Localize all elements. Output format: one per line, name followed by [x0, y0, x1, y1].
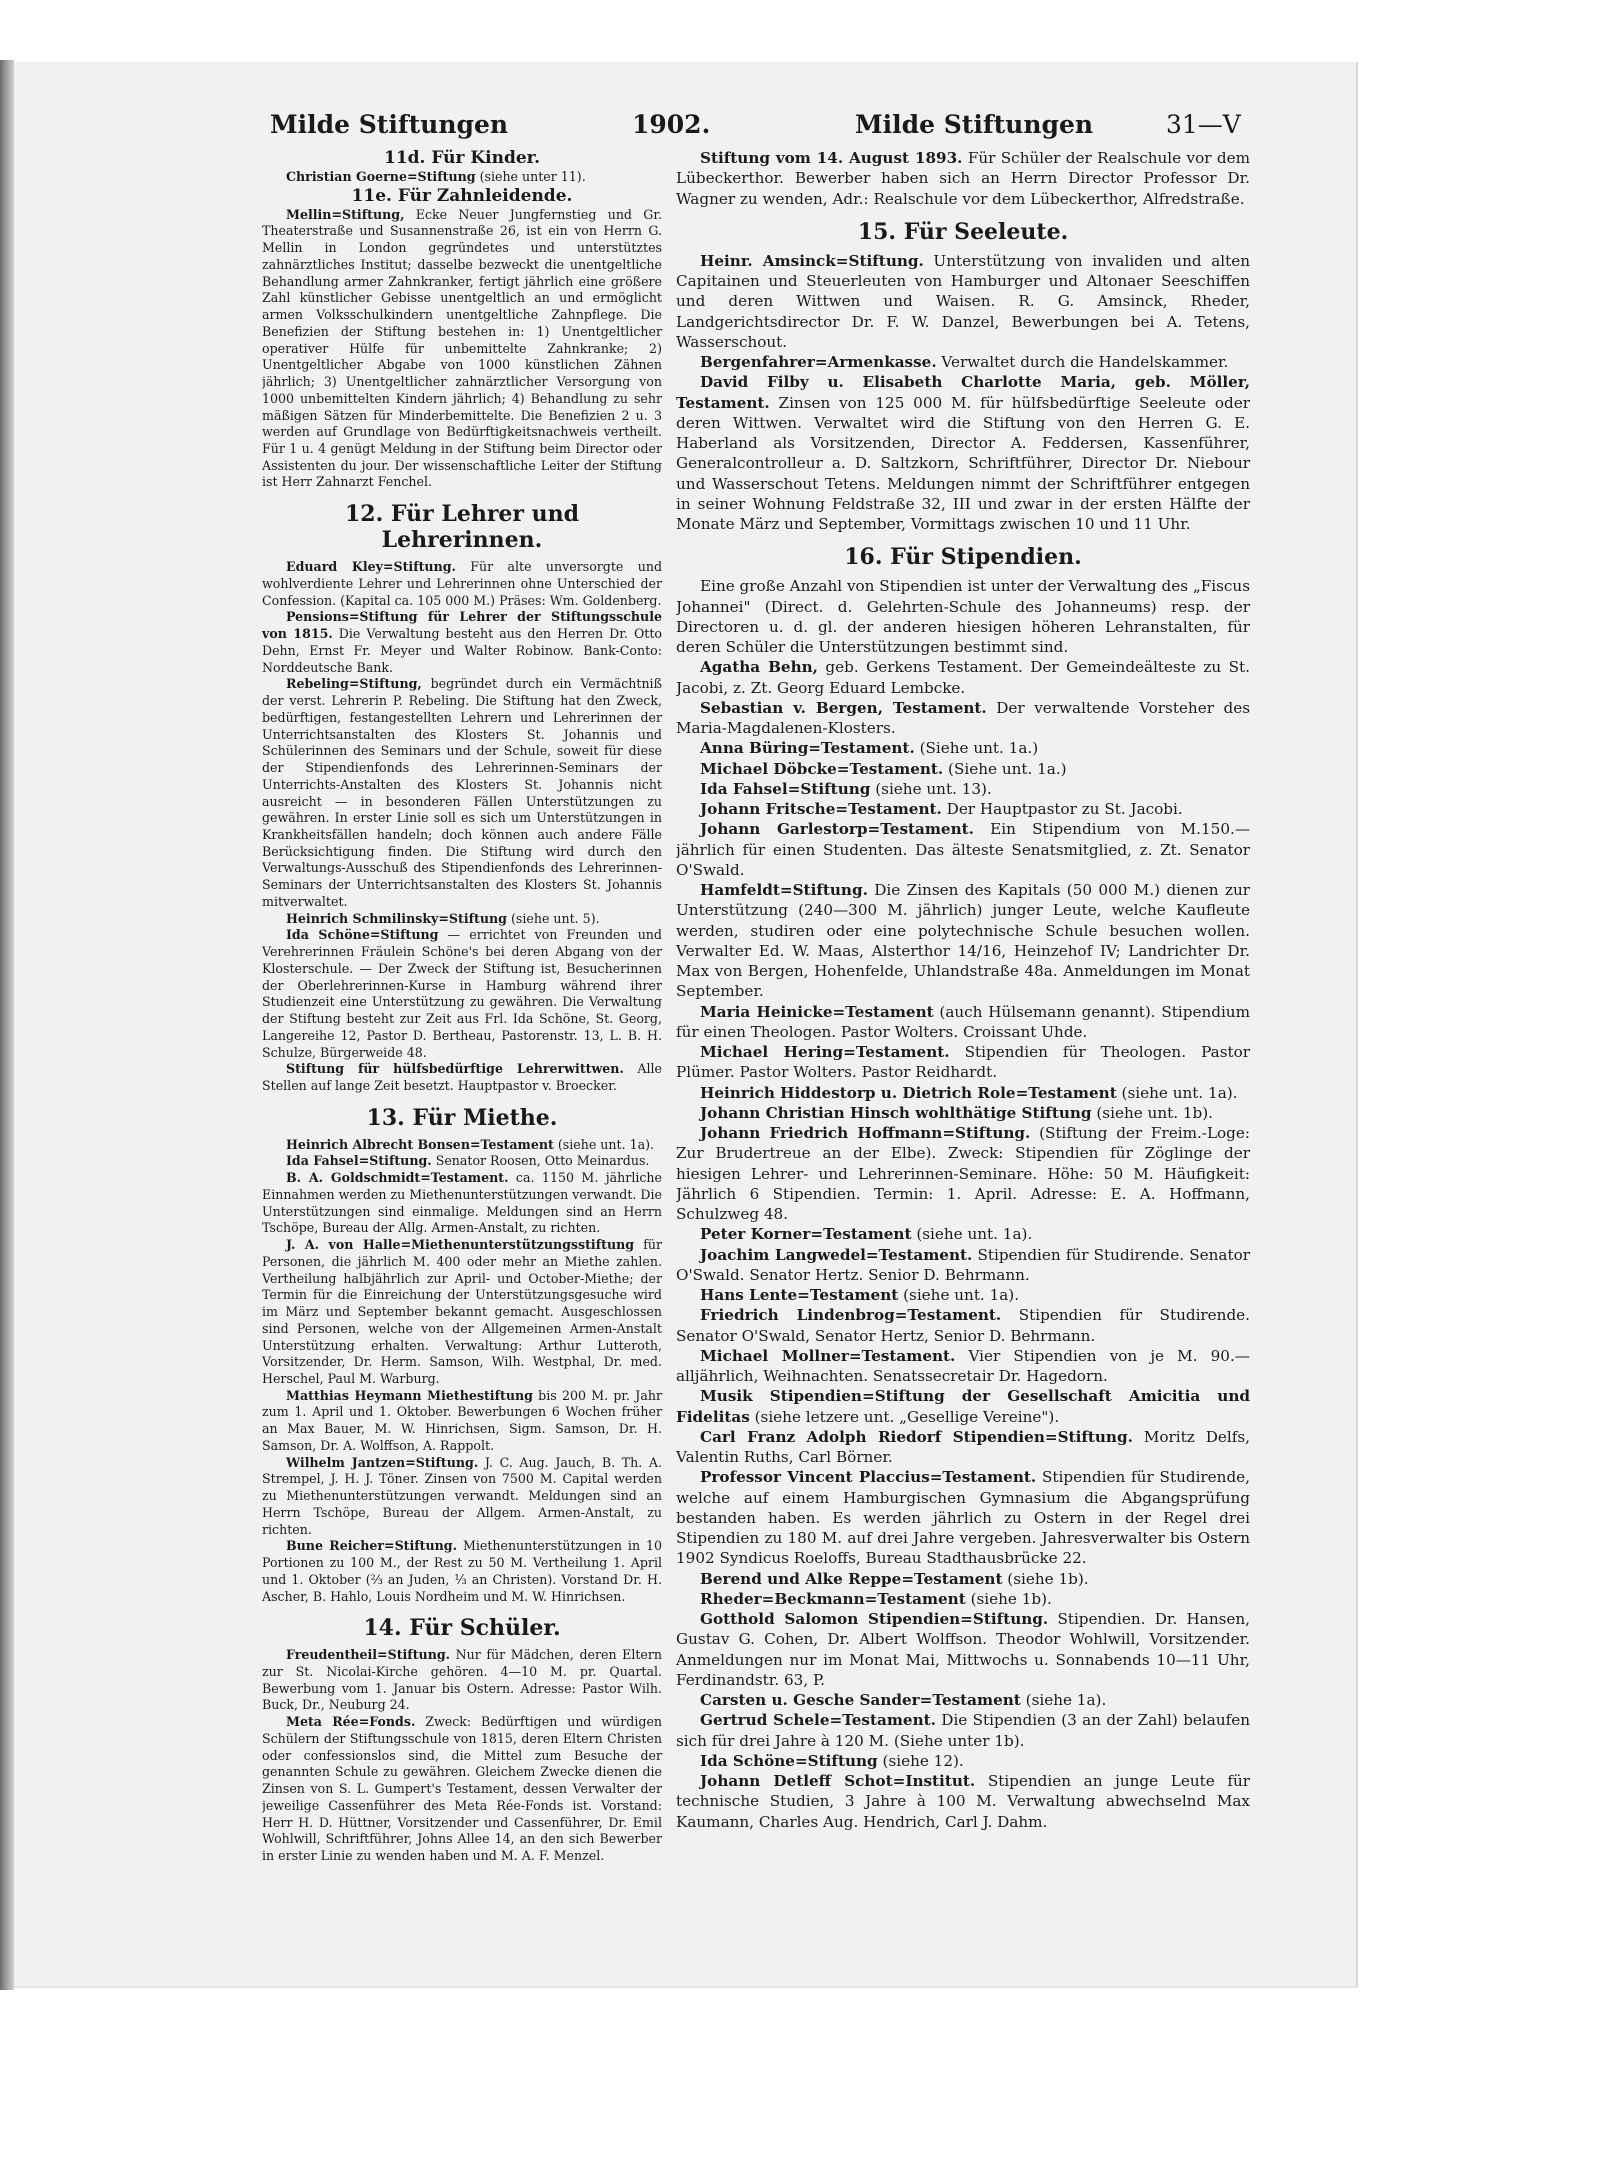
entry-text: (Stiftung der Freim.-Loge: Zur Brudertreue an der Elbe). Zweck: Stipendien für Zöglinge der hiesigen Lehrer- und Lehrerinnen-Seminare. Höhe: 50 M. Häufigkeit: Jährlich 6 Stipendien. Termin: 1. April. Adresse: E. A. Hoffmann, Schulzweg 48. — [676, 1124, 1250, 1223]
entry-name: Heinrich Schmilinsky=Stiftung — [286, 910, 507, 926]
entry-name: Friedrich Lindenbrog=Testament. — [700, 1306, 1002, 1325]
entry-name: Ida Schöne=Stiftung — [286, 927, 439, 943]
entry-text: (siehe letzere unt. „Gesellige Vereine"). — [749, 1407, 1060, 1426]
entry — [676, 1690, 1250, 1710]
entry — [676, 698, 1250, 739]
entry — [676, 1589, 1250, 1609]
right-column — [676, 148, 1250, 1908]
entry — [262, 1647, 662, 1714]
section-heading-13: 13. Für Miethe. — [366, 1104, 558, 1131]
page-header — [262, 110, 1248, 150]
entry — [676, 1305, 1250, 1346]
entry — [262, 1714, 662, 1865]
entry — [676, 1710, 1250, 1751]
entry-text: (Siehe unt. 1a.) — [914, 739, 1039, 758]
entry — [676, 799, 1250, 819]
entry-text: Die Stipendien (3 an der Zahl) belaufen sich für drei Jahre à 120 M. (Siehe unter 1b). — [676, 1711, 1250, 1750]
entry-text: Zinsen von 125 000 M. für hülfsbedürftige Seeleute oder deren Wittwen. Verwaltet wird die Stiftung von den Herren G. E. Haberland als Vorsitzenden, Director A. Feddersen, Kassenführer, Generalcontrolleur a. D. Saltzkorn, Schriftführer, Director Dr. Niebour und Wasserschout Tetens. Meldungen nimmt der Schriftführer entgegen in seiner Wohnung Feldstraße 32, III und zwar in der ersten Hälfte der Monate März und September, Vormittags zwischen 10 und 11 Uhr. — [676, 393, 1250, 533]
entry-name: Ida Fahsel=Stiftung — [700, 779, 871, 798]
entry — [676, 1569, 1250, 1589]
entry — [676, 1103, 1250, 1123]
entry-name: Sebastian v. Bergen, Testament. — [700, 698, 987, 717]
section-heading-15: 15. Für Seeleute. — [857, 218, 1069, 245]
entry — [262, 1137, 662, 1154]
entry-text: Der Hauptpastor zu St. Jacobi. — [941, 800, 1183, 818]
entry — [676, 1224, 1250, 1244]
entry-name: Johann Fritsche=Testament. — [700, 800, 942, 818]
entry-text: Stipendien. Dr. Hansen, Gustav G. Cohen, Dr. Albert Wolffson. Theodor Wohlwill, Vorsitzender. Anmeldungen nur im Monat Mai, Mittwochs u. Sonnabends 10—11 Uhr, Ferdinandstr. 63, P. — [676, 1610, 1250, 1689]
entry-text: Stipendien an junge Leute für technische Studien, 3 Jahre à 100 M. Verwaltung abwechselnd Max Kaumann, Charles Aug. Hendrich, Carl J. Dahm. — [676, 1772, 1250, 1831]
entry — [262, 1388, 662, 1455]
entry-name: Johann Garlestorp=Testament. — [700, 820, 974, 839]
entry-name: Gertrud Schele=Testament. — [700, 1711, 936, 1730]
entry-name: Freudentheil=Stiftung. — [286, 1647, 451, 1663]
entry — [676, 657, 1250, 698]
entry — [262, 927, 662, 1061]
entry — [676, 1083, 1250, 1103]
entry-text: Zweck: Bedürftigen und würdigen Schülern der Stiftungsschule von 1815, deren Eltern Christen oder confessionslos sind, die Mittel zum Besuche der genannten Schule zu gewähren. Gleichem Zwecke dienen die Zinsen von S. L. Gumpert's Testament, dessen Verwalter der jeweilige Cassenführer des Meta Rée-Fonds ist. Vorstand: Herr H. D. Hüttner, Vorsitzender und Cassenführer, Dr. Emil Wohlwill, Schriftführer, Johns Allee 14, an den sich Bewerber in erster Linie zu wenden haben und M. A. F. Menzel. — [262, 1714, 662, 1864]
entry-text: bis 200 M. pr. Jahr zum 1. April und 1. Oktober. Bewerbungen 6 Wochen früher an Max Bauer, M. W. Hinrichsen, Sigm. Samson, Dr. H. Samson, Dr. A. Wolffson, A. Rappolt. — [262, 1387, 662, 1453]
entry-text: Unterstützung von invaliden und alten Capitainen und Steuerleuten von Hamburger und Altonaer Seeschiffen und deren Wittwen und Waisen. R. G. Amsinck, Rheder, Landgerichtsdirector Dr. F. W. Danzel, Bewerbungen bei A. Tetens, Wasserschout. — [676, 251, 1250, 351]
scan-edge — [0, 60, 14, 1990]
entry-name: Heinrich Hiddestorp u. Dietrich Role=Testament — [700, 1083, 1117, 1102]
entry — [676, 148, 1250, 209]
entry-name: Professor Vincent Placcius=Testament. — [700, 1468, 1037, 1487]
entry — [676, 738, 1250, 758]
entry — [262, 207, 662, 491]
entry-name: Matthias Heymann Miethestiftung — [286, 1387, 533, 1403]
entry-name: Anna Büring=Testament. — [700, 739, 915, 758]
section-heading-11e: 11e. Für Zahnleidende. — [351, 185, 573, 206]
entry — [676, 759, 1250, 779]
entry-text: Miethenunterstützungen in 10 Portionen zu 100 M., der Rest zu 50 M. Vertheilung 1. April und 1. Oktober (⅔ an Juden, ⅓ an Christen). Vorstand Dr. H. Ascher, B. Hahlo, Louis Nordheim und M. W. Hinrichsen. — [262, 1538, 662, 1604]
entry — [262, 911, 662, 928]
entry-name: Carsten u. Gesche Sander=Testament — [700, 1691, 1021, 1709]
entry-text: geb. Gerkens Testament. Der Gemeindeälteste zu St. Jacobi, z. Zt. Georg Eduard Lembcke. — [676, 658, 1250, 697]
entry — [676, 1386, 1250, 1427]
entry-text: (siehe unt. 1a). — [553, 1136, 655, 1152]
entry-name: Rebeling=Stiftung, — [286, 676, 422, 692]
entry-text: Stipendien für Studirende. Senator O'Swald. Senator Hertz. Senior D. Behrmann. — [676, 1245, 1250, 1284]
entry-name: Ida Fahsel=Stiftung. — [286, 1153, 432, 1169]
entry-name: Eduard Kley=Stiftung. — [286, 559, 456, 575]
entry-text: (siehe 12). — [877, 1751, 964, 1770]
entry — [676, 880, 1250, 1002]
entry — [262, 1153, 662, 1170]
entry-intro: Eine große Anzahl von Stipendien ist unter der Verwaltung des „Fiscus Johannei" (Direct. d. Gelehrten-Schule des Johanneums) resp. der Directoren u. d. gl. der anderen hiesigen höheren Lehranstalten, für deren Schüler die Unterstützungen bestimmt sind. — [676, 577, 1250, 656]
entry-name: Michael Döbcke=Testament. — [700, 759, 944, 778]
entry — [262, 1237, 662, 1388]
entry — [676, 352, 1250, 372]
entry-name: Michael Mollner=Testament. — [700, 1346, 956, 1365]
entry — [676, 1467, 1250, 1568]
entry — [262, 1061, 662, 1094]
entry-text: (siehe unter 11). — [475, 169, 586, 184]
entry-name: Michael Hering=Testament. — [700, 1043, 950, 1061]
entry-name: Ida Schöne=Stiftung — [700, 1751, 878, 1770]
entry-text: Senator Roosen, Otto Meinardus. — [431, 1153, 650, 1169]
entry-name: Musik Stipendien=Stiftung der Gesellschaft Amicitia und Fidelitas — [676, 1387, 1250, 1426]
header-page-number: 31—V — [1166, 110, 1241, 139]
entry-name: Berend und Alke Reppe=Testament — [700, 1569, 1003, 1588]
left-column — [262, 148, 662, 1908]
entry-text: (Siehe unt. 1a.) — [943, 759, 1067, 778]
entry-text: (siehe 1a). — [1020, 1691, 1107, 1709]
section-heading-14: 14. Für Schüler. — [363, 1615, 561, 1642]
entry-text: Verwaltet durch die Handelskammer. — [936, 353, 1229, 371]
header-year: 1902. — [632, 110, 711, 139]
entry-text: (siehe 1b). — [965, 1589, 1052, 1608]
entry-text: begründet durch ein Vermächtniß der verst. Lehrerin P. Rebeling. Die Stiftung hat den Zweck, bedürftigen, festangestellten Lehrern und Lehrerinnen der Unterrichtsanstalten des Klosters St. Johannis und Schülerinnen des Seminars und der Schule, soweit für diese der Stipendienfonds des Lehrerinnen-Seminars der Unterrichts-Anstalten des Klosters St. Johannis nicht ausreicht — in besonderen Fällen Unterstützungen zu gewähren. In erster Linie soll es sich um Unterstützungen in Krankheitsfällen handeln; doch können auch andere Fälle Berücksichtigung finden. Die Stiftung wird durch den Verwaltungs-Ausschuß des Stipendienfonds des Lehrerinnen-Seminars der Unterrichtsanstalten des Klosters St. Johannis mitverwaltet. — [262, 676, 662, 909]
entry-name: Gotthold Salomon Stipendien=Stiftung. — [700, 1610, 1049, 1628]
entry — [676, 1346, 1250, 1387]
entry — [676, 1042, 1250, 1083]
entry-name: Maria Heinicke=Testament — [700, 1002, 934, 1021]
entry-text: Moritz Delfs, Valentin Ruths, Carl Börner. — [676, 1427, 1250, 1466]
section-heading-12: 12. Für Lehrer und Lehrerinnen. — [344, 501, 580, 554]
entry-name: David Filby u. Elisabeth Charlotte Maria, geb. Möller, Testament. — [676, 373, 1250, 412]
entry — [676, 1771, 1250, 1832]
entry — [676, 1123, 1250, 1224]
entry-name: Joachim Langwedel=Testament. — [700, 1245, 973, 1264]
entry-name: Pensions=Stiftung für Lehrer der Stiftungsschule von 1815. — [262, 609, 662, 642]
entry-name: Rheder=Beckmann=Testament — [700, 1589, 966, 1608]
entry-text: Stipendien für Studirende, welche auf einem Hamburgischen Gymnasium die Abgangsprüfung bestanden haben. Es werden jährlich zu Ostern in der Regel drei Stipendien zu 180 M. auf drei Jahre vergeben. Jahresverwalter bis Ostern 1902 Syndicus Roeloffs, Bureau Stadthausbrücke 22. — [676, 1468, 1250, 1568]
entry-name: Wilhelm Jantzen=Stiftung. — [286, 1454, 479, 1470]
entry-text: — errichtet von Freunden und Verehrerinnen Fräulein Schöne's bei deren Abgang von der Klosterschule. — Der Zweck der Stiftung ist, Besucherinnen der Oberlehrerinnen-Kurse in Hamburg während ihrer Studienzeit eine Unterstützung zu gewähren. Die Verwaltung der Stiftung besteht zur Zeit aus Frl. Ida Schöne, St. Georg, Langereihe 12, Pastor D. Bertheau, Pastorenstr. 13, L. B. H. Schulze, Bürgerweide 48. — [262, 927, 662, 1060]
entry — [262, 1538, 662, 1605]
section-heading-11d: 11d. Für Kinder. — [384, 148, 540, 168]
entry — [262, 676, 662, 910]
section-heading-16: 16. Für Stipendien. — [844, 544, 1082, 571]
entry-name: Peter Korner=Testament — [700, 1225, 912, 1244]
entry-text: Stipendien für Theologen. Pastor Plümer. Pastor Wolters. Pastor Reidhardt. — [676, 1043, 1250, 1082]
entry-text: (siehe 1b). — [1002, 1569, 1089, 1588]
header-title-left: Milde Stiftungen — [270, 110, 509, 139]
entry-text: Vier Stipendien von je M. 90.— alljährlich, Weihnachten. Senatssecretair Dr. Hagedorn. — [676, 1346, 1250, 1385]
entry-name: J. A. von Halle=Miethenunterstützungsstiftung — [286, 1237, 635, 1253]
entry-text: Für alte unversorgte und wohlverdiente Lehrer und Lehrerinnen ohne Unterschied der Confession. (Kapital ca. 105 000 M.) Präses: Wm. Goldenberg. — [262, 559, 662, 608]
entry-text: Ecke Neuer Jungfernstieg und Gr. Theaterstraße und Susannenstraße 26, ist ein von Herrn G. Mellin in London gegründetes und unterstütztes zahnärztliches Institut; dasselbe bezweckt die unentgeltliche Behandlung armer Zahnkranker, fertigt jährlich eine größere Zahl künstlicher Gebisse unentgeltlich an und ermöglicht armen Volksschulkindern unentgeltliche Zahnpflege. Die Benefizien der Stiftung bestehen in: 1) Unentgeltlicher operativer Hülfe für unbemittelte Zahnkranke; 2) Unentgeltlicher Abgabe von 1000 künstlichen Zähnen jährlich; 3) Unentgeltlicher zahnärztlicher Versorgung von 1000 unbemittelten Kindern jährlich; 4) Behandlung zu sehr mäßigen Sätzen für Minderbemittelte. Die Benefizien 2 u. 3 werden auf Grundlage von Bedürftigkeitsnachweis vertheilt. Für 1 u. 4 genügt Meldung in der Stiftung beim Director oder Assistenten du jour. Der wissenschaftliche Leiter der Stiftung ist Herr Zahnarzt Fenchel. — [262, 206, 662, 490]
entry-name: Stiftung vom 14. August 1893. — [700, 149, 963, 167]
entry — [676, 372, 1250, 534]
entry — [676, 1002, 1250, 1043]
entry — [262, 1455, 662, 1539]
entry-text: (siehe unt. 1a). — [911, 1225, 1033, 1244]
entry — [676, 779, 1250, 799]
entry-text: (siehe unt. 1a). — [1116, 1083, 1238, 1102]
entry-name: Carl Franz Adolph Riedorf Stipendien=Stiftung. — [700, 1427, 1133, 1446]
entry-text: (siehe unt. 5). — [506, 910, 600, 926]
entry — [262, 169, 662, 186]
entry-text: Nur für Mädchen, deren Eltern zur St. Nicolai-Kirche gehören. 4—10 M. pr. Quartal. Bewerbung vom 1. Januar bis Ostern. Adresse: Pastor Wilh. Buck, Dr., Neuburg 24. — [262, 1647, 662, 1713]
entry-name: Bune Reicher=Stiftung. — [286, 1538, 458, 1554]
entry — [676, 1245, 1250, 1286]
entry-name: Heinrich Albrecht Bonsen=Testament — [286, 1136, 554, 1152]
entry-text: ca. 1150 M. jährliche Einnahmen werden zu Miethenunterstützungen verwandt. Die Unterstützungen sind einmalige. Meldungen sind an Herrn Tschöpe, Bureau der Allg. Armen-Anstalt, zu richten. — [262, 1170, 662, 1236]
entry-name: Johann Friedrich Hoffmann=Stiftung. — [700, 1124, 1031, 1142]
entry-text: Die Verwaltung besteht aus den Herren Dr. Otto Dehn, Ernst Fr. Meyer und Walter Robinow. Bank-Conto: Norddeutsche Bank. — [262, 626, 662, 675]
entry-text: Der verwaltende Vorsteher des Maria-Magdalenen-Klosters. — [676, 698, 1250, 737]
entry-text: (siehe unt. 1a). — [898, 1286, 1020, 1304]
entry — [676, 1751, 1250, 1771]
entry — [262, 559, 662, 609]
entry-name: Johann Christian Hinsch wohlthätige Stiftung — [700, 1103, 1092, 1122]
entry-name: Heinr. Amsinck=Stiftung. — [700, 251, 924, 270]
entry-name: Stiftung für hülfsbedürftige Lehrerwittwen. — [286, 1061, 624, 1077]
entry — [676, 1427, 1250, 1468]
entry-text: J. C. Aug. Jauch, B. Th. A. Strempel, J. H. J. Töner. Zinsen von 7500 M. Capital werden zu Miethenunterstützungen verwandt. Meldungen sind an Herrn Tschöpe, Bureau der Allgem. Armen-Anstalt, zu richten. — [262, 1454, 662, 1537]
entry-text: (siehe unt. 13). — [870, 779, 992, 798]
entry-text: Ein Stipendium von M.150.— jährlich für einen Studenten. Das älteste Senatsmitglied, z. Zt. Senator O'Swald. — [676, 820, 1250, 879]
entry-name: Hamfeldt=Stiftung. — [700, 881, 868, 899]
entry-name: B. A. Goldschmidt=Testament. — [286, 1170, 509, 1186]
header-title-right: Milde Stiftungen — [855, 110, 1094, 139]
entry — [262, 1170, 662, 1237]
entry-text: (auch Hülsemann genannt). Stipendium für einen Theologen. Pastor Wolters. Croissant Uhde. — [676, 1002, 1250, 1041]
entry-name: Bergenfahrer=Armenkasse. — [700, 353, 937, 371]
entry-name: Christian Goerne=Stiftung — [286, 169, 476, 184]
entry-text: für Personen, die jährlich M. 400 oder mehr an Miethe zahlen. Vertheilung halbjährlich zur April- und October-Miethe; der Termin für die Einreichung der Unterstützungsgesuche wird im März und September bekannt gemacht. Ausgeschlossen sind Personen, welche von der Allgemeinen Armen-Anstalt Unterstützung erhalten. Verwaltung: Arthur Lutteroth, Vorsitzender, Dr. Herm. Samson, Wilh. Westphal, Dr. med. Herschel, Paul M. Warburg. — [262, 1237, 662, 1386]
entry — [676, 819, 1250, 880]
entry — [262, 609, 662, 676]
entry-text: Für Schüler der Realschule vor dem Lübeckerthor. Bewerber haben sich an Herrn Director Professor Dr. Wagner zu wenden, Adr.: Realschule vor dem Lübeckerthor, Alfredstraße. — [676, 149, 1250, 208]
entry — [676, 251, 1250, 352]
entry-text: Die Zinsen des Kapitals (50 000 M.) dienen zur Unterstützung (240—300 M. jährlich) junger Leute, welche Kaufleute werden, studiren oder eine polytechnische Schule besuchen wollen. Verwalter Ed. W. Maas, Alsterthor 14/16, Heinzehof IV; Landrichter Dr. Max von Bergen, Hohenfelde, Uhlandstraße 48a. Anmeldungen im Monat September. — [676, 881, 1250, 1001]
entry-name: Hans Lente=Testament — [700, 1286, 899, 1304]
entry-text: Stipendien für Studirende. Senator O'Swald, Senator Hertz, Senior D. Behrmann. — [676, 1306, 1250, 1345]
entry-text: (siehe unt. 1b). — [1091, 1103, 1213, 1122]
entry-name: Mellin=Stiftung, — [286, 206, 405, 222]
entry — [676, 1609, 1250, 1690]
entry-name: Meta Rée=Fonds. — [286, 1714, 416, 1730]
entry — [676, 1285, 1250, 1305]
entry-text: Alle Stellen auf lange Zeit besetzt. Hauptpastor v. Broecker. — [262, 1061, 662, 1093]
entry-name: Agatha Behn, — [700, 658, 818, 677]
entry-name: Johann Detleff Schot=Institut. — [700, 1772, 976, 1790]
